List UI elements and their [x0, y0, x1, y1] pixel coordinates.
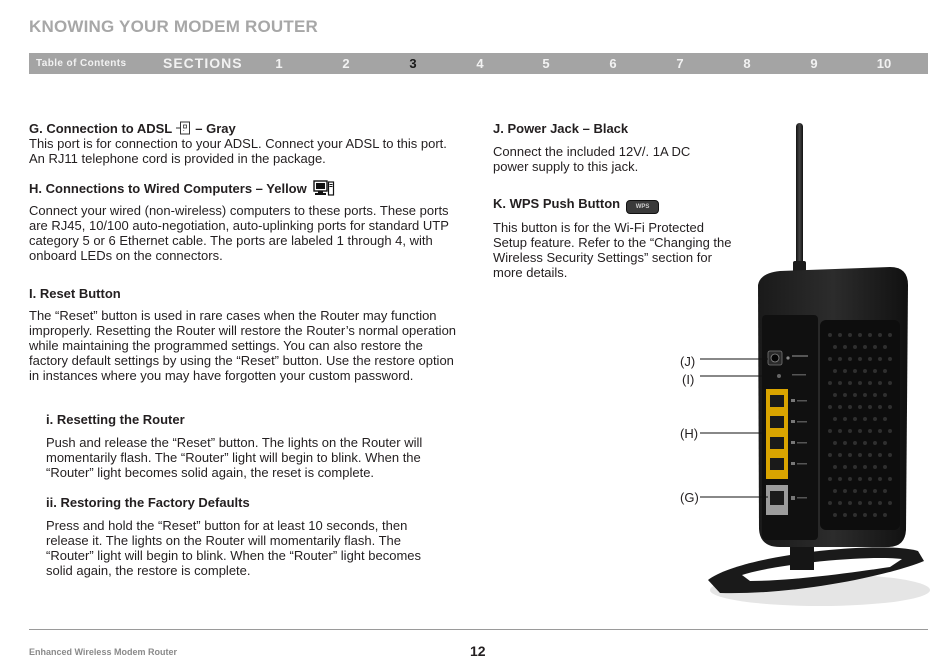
section-i-sub-i-body: Push and release the “Reset” button. The lights on the Router will momentarily flash. The “Router” light will begin to blink. When the “Router” light becomes solid again, the reset is complete.: [46, 435, 423, 480]
section-link-8[interactable]: 8: [743, 56, 751, 71]
footer-product-name: Enhanced Wireless Modem Router: [29, 647, 177, 657]
section-j-body: Connect the included 12V/. 1A DC power supply to this jack.: [493, 144, 691, 174]
footer-divider: [29, 629, 928, 630]
section-navbar: [29, 53, 928, 74]
section-g-body: This port is for connection to your ADSL. Connect your ADSL to this port. An RJ11 telephone cord is provided in the package.: [29, 136, 447, 166]
section-g-title: [29, 121, 236, 136]
section-link-3-active[interactable]: 3: [409, 56, 417, 71]
page-title: KNOWING YOUR MODEM ROUTER: [29, 17, 318, 36]
section-link-6[interactable]: 6: [609, 56, 617, 71]
section-i-sub-ii-title: ii. Restoring the Factory Defaults: [46, 495, 250, 510]
section-link-5[interactable]: 5: [542, 56, 550, 71]
section-h-title: [29, 180, 335, 196]
callout-g: (G): [680, 490, 699, 505]
section-link-4[interactable]: 4: [476, 56, 484, 71]
section-i-sub-ii-body: Press and hold the “Reset” button for at least 10 seconds, then release it. The lights on the Router will momentarily flash. The “Router” light will begin to blink. When the “Router” light becomes solid again, the restore is complete.: [46, 518, 422, 578]
callout-i: (I): [682, 372, 695, 387]
router-antenna: [796, 123, 803, 273]
section-k-title-text: K. WPS Push Button: [493, 196, 621, 211]
section-h-title-text: H. Connections to Wired Computers – Yellow: [29, 181, 307, 196]
section-i-sub-i-title: i. Resetting the Router: [46, 412, 185, 427]
section-g-title-suffix: – Gray: [195, 121, 236, 136]
section-i-title: I. Reset Button: [29, 286, 121, 301]
computer-icon: [313, 180, 335, 196]
svg-text:·: ·: [183, 128, 185, 133]
section-k-title: [493, 196, 659, 214]
section-i-body: The “Reset” button is used in rare cases when the Router may function improperly. Resetting the Router will restore the Router’s normal operation while maintaining the programmed settings. You can also restore the factory default settings by using the “Reset” button. Use the restore option in instances where you may have forgotten your custom password.: [29, 308, 457, 383]
sections-label: SECTIONS: [163, 55, 243, 71]
section-g-title-prefix: G. Connection to ADSL: [29, 121, 173, 136]
section-k-body: This button is for the Wi-Fi Protected Setup feature. Refer to the “Changing the Wireless Security Settings” section for more details.: [493, 220, 732, 280]
page-number: 12: [470, 643, 486, 659]
table-of-contents-link[interactable]: Table of Contents: [36, 58, 127, 69]
section-link-1[interactable]: 1: [275, 56, 283, 71]
wps-button-icon: WPS: [626, 200, 659, 214]
callout-j: (J): [680, 354, 696, 369]
router-reset-button: [777, 374, 781, 378]
router-illustration: [680, 115, 930, 620]
section-j-title: J. Power Jack – Black: [493, 121, 629, 136]
adsl-port-icon: [176, 121, 191, 135]
section-link-9[interactable]: 9: [810, 56, 818, 71]
section-link-2[interactable]: 2: [342, 56, 350, 71]
section-link-10[interactable]: 10: [876, 56, 892, 71]
section-h-body: Connect your wired (non-wireless) computers to these ports. These ports are RJ45, 10/100 auto-negotiation, auto-uplinking ports for standard UTP category 5 or 6 Ethernet cable. The ports are labeled 1 through 4, with onboard LEDs on the connectors.: [29, 203, 449, 263]
callout-h: (H): [680, 426, 699, 441]
section-link-7[interactable]: 7: [676, 56, 684, 71]
